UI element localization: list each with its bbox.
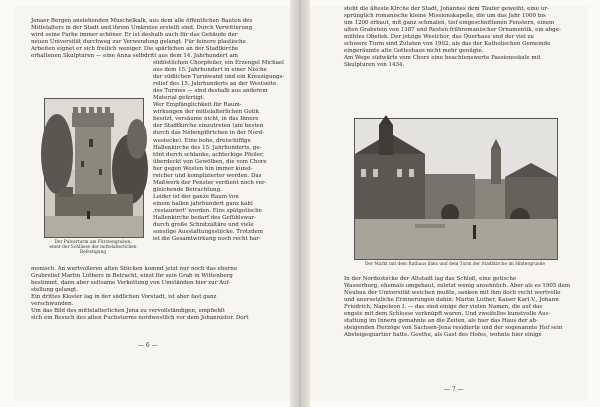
- left-side-line: Leider ist der ganze Raum von: [153, 193, 239, 200]
- tower-caption-line: Befestigung: [79, 250, 107, 256]
- right-top-line: schwere Turm sind Zutaten von 1902, als das der Katholischen Gemeinde: [344, 41, 551, 48]
- left-side-line: Hallenkirche des 15. Jahrhunderts, ge-: [153, 144, 262, 151]
- left-side-line: des Turmes — sind deshalb aus anderem: [153, 88, 268, 95]
- market-illustration: [355, 119, 557, 259]
- right-bottom-line: steigenden Herzöge von Sachsen-Jena residierte und der sogenannte Hof sein: [344, 325, 563, 332]
- left-side-line: Material gefertigt.: [153, 95, 205, 102]
- left-side-line: tönt durch schlanke, achteckige Pfeiler,: [153, 151, 264, 158]
- left-page: [14, 6, 290, 401]
- left-bottom-paragraph: [31, 266, 271, 322]
- left-top-line: erhaltenen Skulpturen — eine Anna selbdritt aus dem 14. Jahrhundert am: [31, 53, 238, 60]
- left-top-line: Jenaer Bergen anstehenden Muschelkalk, aus dem alle öffentlichen Bauten des: [31, 18, 253, 24]
- left-top-paragraph: [31, 18, 271, 60]
- right-bottom-line: engste mit dem Schlosse verknüpft waren. Und zweifellos kunstvolle Aus-: [344, 311, 551, 318]
- left-bottom-line: Ein drittes Kloster lag in der südlichen Vorstadt, ist aber fast ganz: [31, 294, 217, 301]
- right-top-line: um 1200 erbaut, mit ganz schmalen, tief eingeschnittenen Fenstern, einem: [344, 20, 555, 27]
- right-bottom-line: und unersetzliche Erinnerungen dahin: Martin Luther, Kaiser Karl V., Johann: [344, 297, 559, 304]
- left-side-line: der südlichen Turmwand und ein Kreuzigungs-: [153, 74, 285, 81]
- tower-photo-caption: [36, 240, 150, 256]
- right-bottom-line: Wasserburg, ehemals umgebaut, zuletzt wenig ansehnlich. Aber als es 1905 dem: [344, 283, 571, 290]
- right-bottom-line: In der Nordostecke der Altstadt lag das Schloß, eine gotische: [344, 276, 517, 282]
- left-bottom-line: verschwunden.: [31, 301, 74, 308]
- left-bottom-line: bestimmt, dann aber seltsame Verkettung von Umständen hier zur Auf-: [31, 280, 231, 287]
- tower-caption-line: einer der Schlüsse der mittelalterlichen: [49, 245, 137, 251]
- left-side-line: durch große Schnitzaltäre und viele: [153, 222, 254, 229]
- market-photo-caption: Der Markt mit dem Rathaus links und dem Turm der Stadtkirche im Hintergrunde: [364, 262, 546, 267]
- right-bottom-line: stattung im Innern gemahnte an die Zeiten, als hier das Haus der ab-: [344, 318, 538, 325]
- left-side-line: einem hallen jahrhundert ganz kahl: [153, 200, 253, 207]
- right-top-line: alten Grabstein von 1387 und Resten frühromanischer Ornamentik, ein abge-: [344, 27, 561, 34]
- left-side-line: der Stadtkirche einzutreten (am besten: [153, 123, 264, 130]
- left-top-line: Mittelalters in der Stadt und ihrem Umkreise erstellt sind. Durch Verwitterung: [31, 25, 253, 32]
- left-bottom-line: stellung gelangt.: [31, 287, 78, 294]
- tower-illustration: [45, 99, 143, 237]
- right-page-number: — 7 —: [444, 386, 464, 393]
- left-page-number: — 6 —: [138, 342, 158, 349]
- right-bottom-line: Friedrich, Napoleon I. — das sind einige der vielen Namen, die auf das: [344, 304, 543, 311]
- right-top-line: Am Wege südwärts vom Chore eine beachtenswerte Passionssäule mit: [344, 55, 541, 62]
- left-side-line: reicher und komplizierter werden. Das: [153, 172, 262, 179]
- left-side-line: durch das Nebenpförtchen in der Nord-: [153, 130, 265, 137]
- left-bottom-line: sich ein Besuch des alten Fuchsturms nordwestlich vor dem Johannistor. Dort: [31, 315, 249, 322]
- left-side-line: her gegen Westen hin immer kunst-: [153, 165, 253, 172]
- right-top-line: steht die älteste Kirche der Stadt, Johannes dem Täufer geweiht, eine ur-: [344, 6, 549, 12]
- left-side-line: Wer Empfänglichkeit für Raum-: [153, 102, 242, 109]
- left-side-line: aus dem 15. Jahrhundert in einer Nische: [153, 67, 267, 74]
- left-top-line: neuen Universität durchweg zur Verwendung gelangt. Für feinere plastische: [31, 39, 246, 46]
- left-side-line: relief des 15. Jahrhunderts an der Westseite: [153, 81, 277, 88]
- left-side-line: Hallenkirche bedarf des Gefühlswar-: [153, 215, 256, 222]
- left-side-line: besitzt, versäume nicht, in das Innere: [153, 116, 259, 123]
- right-top-line: Skulpturen von 1434.: [344, 62, 405, 69]
- left-side-line: gleichende Betrachtung.: [153, 186, 222, 193]
- right-top-line: eingeräumte alte Gotteshaus nicht mehr genügte.: [344, 48, 484, 55]
- tower-caption-line: Der Pulverturm am Fürstengraben,: [54, 240, 132, 245]
- left-side-paragraph: [153, 60, 285, 243]
- right-bottom-paragraph: [344, 276, 574, 339]
- left-top-line: wird seine Farbe immer schöner. Er ist deshalb auch für das Gebäude der: [31, 32, 238, 39]
- left-side-line: überdeckt von Gewölben, die vom Chore: [153, 158, 267, 165]
- left-side-line: sonstige Ausstattungsstücke. Trotzdem: [153, 229, 263, 236]
- left-bottom-line: monisch. An wertvolleren alten Stücken kommt jetzt nur noch das eherne: [31, 266, 238, 272]
- right-top-line: mühtes Obelisk. Der jetzige Westchor, das Querhaus und der viel zu: [344, 34, 534, 41]
- left-side-line: ‚restauriert' worden. Eins spätgotische: [153, 207, 262, 214]
- left-side-line: ist die Gesamtwirkung noch recht har-: [153, 236, 261, 243]
- left-top-line: Arbeiten eignet er sich freilich weniger. Die spärlichen an der Stadtkirche: [31, 46, 239, 53]
- left-bottom-line: Grabrelief Martin Luthers in Betracht, einst für sein Grab in Wittenberg: [31, 273, 233, 280]
- right-top-line: sprünglich romanische kleine Missionskapelle, die um das Jahr 1000 bis: [344, 13, 546, 20]
- right-top-paragraph: [344, 6, 574, 69]
- book-gutter: [290, 0, 310, 407]
- left-side-line: südöstlichen Chorpfeiler, ein Erzengel Michael: [153, 60, 284, 66]
- left-side-line: wirkungen der mittelalterlichen Gotik: [153, 109, 259, 116]
- left-side-line: westecke). Eine hohe, dreischiffige: [153, 137, 251, 144]
- market-photo: [354, 118, 558, 260]
- right-bottom-line: Absteigequartier hatte. Goethe, als Gast des Hofes, wohnte hier einige: [344, 332, 542, 339]
- right-bottom-line: Neubau der Universität weichen mußte, sanken mit ihm doch recht wertvolle: [344, 290, 561, 297]
- left-side-line: Maßwerk der Fenster verdient noch ver-: [153, 179, 267, 186]
- left-bottom-line: Um das Bild des mittelalterlichen Jena zu vervollständigen, empfiehlt: [31, 308, 225, 315]
- right-page: [310, 6, 588, 401]
- tower-photo: [44, 98, 144, 238]
